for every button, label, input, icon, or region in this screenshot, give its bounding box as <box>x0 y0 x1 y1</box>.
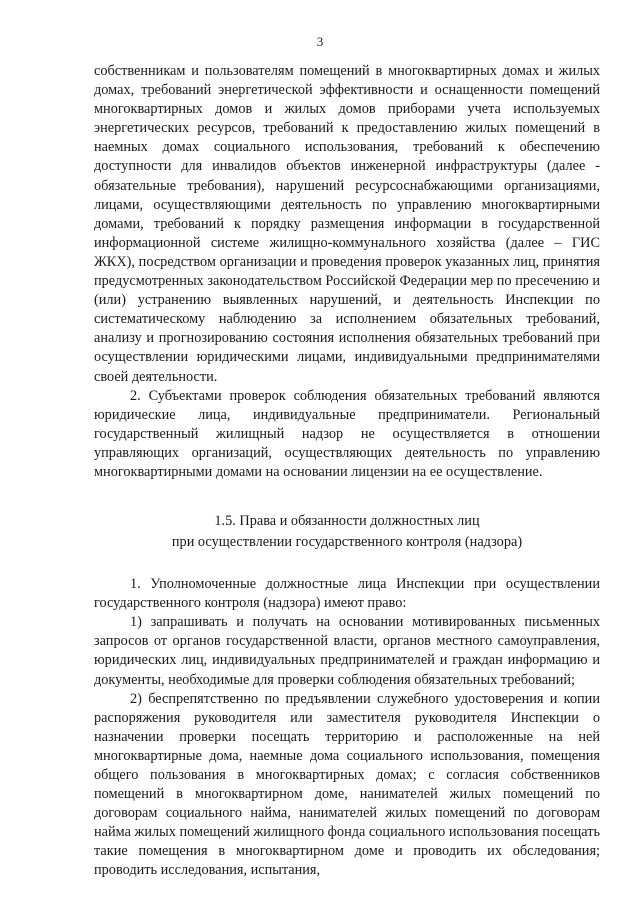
section-heading <box>94 511 600 553</box>
page-content <box>94 62 600 881</box>
body-paragraph-inspection-subjects: 2. Субъектами проверок соблюдения обязательных требований являются юридические лица, индивидуальные предприниматели. Региональный государственный жилищный надзор не осуществляется в отношении управляющих организаций, осуществляющих деятельность по управлению многоквартирными домами на основании лицензии на ее осуществление. <box>94 387 600 480</box>
section-heading-line-1: 1.5. Права и обязанности должностных лиц <box>214 513 480 530</box>
body-paragraph-right-1: 1) запрашивать и получать на основании мотивированных письменных запросов от органов государственной власти, органов местного самоуправления, юридических лиц, индивидуальных предпринимателей и граждан информацию и документы, необходимые для проверки соблюдения обязательных требований; <box>94 614 600 688</box>
body-paragraph-officials-rights: 1. Уполномоченные должностные лица Инспекции при осуществлении государственного контроля (надзора) имеют право: <box>94 576 600 612</box>
section-heading-line-2: при осуществлении государственного контроля (надзора) <box>171 534 523 551</box>
body-paragraph-continuation: собственникам и пользователям помещений в многоквартирных домах и жилых домах, требований энергетической эффективности и оснащенности помещений многоквартирных домов и жилых домов приборами учета используемых энергетических ресурсов, требований к предоставлению жилых помещений в наемных домах социального использования, требований к обеспечению доступности для инвалидов объектов инженерной инфраструктуры (далее - обязательные требования), нарушений ресурсоснабжающими организациями, лицами, осуществляющими деятельность по управлению многоквартирными домами, требований к порядку размещения информации в государственной информационной системе жилищно-коммунального хозяйства (далее – ГИС ЖКХ), посредством организации и проведения проверок указанных лиц, принятия предусмотренных законодательством Российской Федерации мер по пресечению и (или) устранению выявленных нарушений, и деятельность Инспекции по систематическому наблюдению за исполнением обязательных требований, анализу и прогнозированию состояния исполнения обязательных требований при осуществлении юридическими лицами, индивидуальными предпринимателями своей деятельности. <box>94 63 600 385</box>
body-paragraph-right-2: 2) беспрепятственно по предъявлении служебного удостоверения и копии распоряжения руководителя или заместителя руководителя Инспекции о назначении проверки посещать территорию и расположенные на ней многоквартирные дома, наемные дома социального использования, помещения общего пользования в многоквартирных домах; с согласия собственников помещений в многоквартирном доме, нанимателей жилых помещений по договорам социального найма, нанимателей жилых помещений по договорам найма жилых помещений жилищного фонда социального использования посещать такие помещения в многоквартирном доме и проводить их обследования; проводить исследования, испытания, <box>94 690 600 879</box>
page-number: 3 <box>316 34 324 49</box>
